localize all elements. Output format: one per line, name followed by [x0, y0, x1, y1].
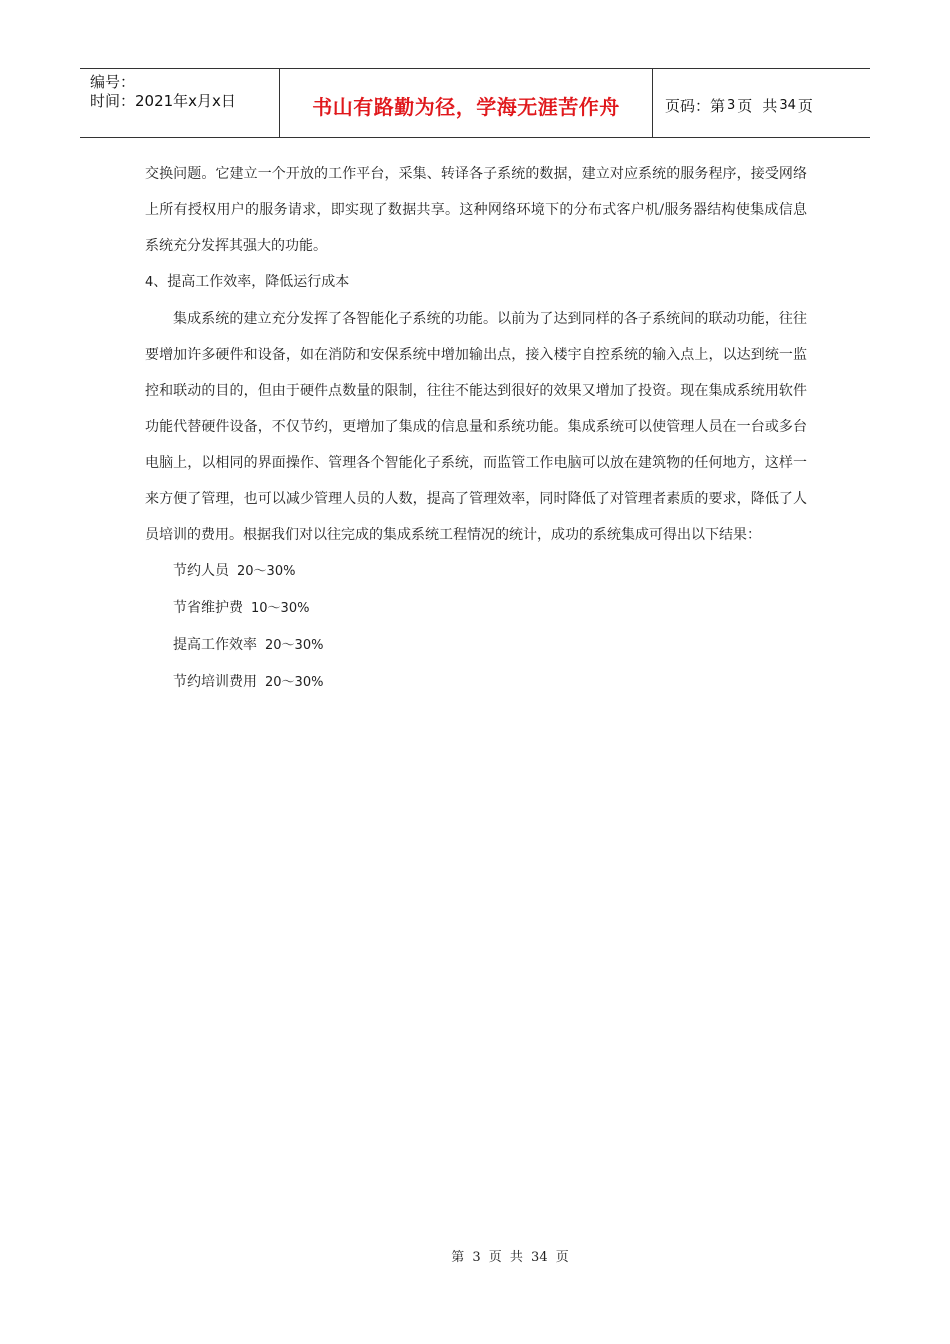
result-item: [145, 590, 807, 627]
result-value: 20～30%: [237, 564, 296, 579]
result-label: 节约培训费用: [173, 674, 257, 690]
result-label: 节省维护费: [173, 600, 243, 616]
page-total: 34: [779, 97, 796, 113]
page-label-mid: 页: [737, 96, 753, 115]
result-item: [145, 627, 807, 664]
page-total-prefix: 共: [762, 96, 778, 115]
result-label: 节约人员: [173, 563, 229, 579]
result-value: 10～30%: [251, 601, 310, 616]
section-heading: [145, 264, 807, 301]
result-label: 提高工作效率: [173, 637, 257, 653]
section-title: 、提高工作效率，降低运行成本: [153, 274, 350, 290]
page-body: [145, 156, 807, 701]
section-number: 4: [145, 275, 154, 290]
serial-label: 编号：: [90, 73, 136, 91]
result-item: [145, 553, 807, 590]
header-motto-cell: [280, 69, 653, 137]
date-label: 时间：2021年x月x日: [90, 92, 236, 110]
paragraph-continued: 交换问题。它建立一个开放的工作平台，采集、转译各子系统的数据，建立对应系统的服务程序，接受网络上所有授权用户的服务请求，即实现了数据共享。这种网络环境下的分布式客户机/服务器结构使集成信息系统充分发挥其强大的功能。: [145, 166, 807, 254]
page-label-prefix: 页码：第: [665, 96, 726, 115]
header-meta: [80, 69, 280, 137]
header-page-number: [653, 69, 870, 137]
page-label-suffix: 页: [797, 96, 813, 115]
page-current: 3: [727, 97, 736, 113]
motto: 书山有路勤为径，学海无涯苦作舟: [312, 94, 620, 119]
result-value: 20～30%: [265, 638, 324, 653]
page-header: [80, 68, 870, 138]
result-value: 20～30%: [265, 675, 324, 690]
page-footer: 第 3 页 共 34 页: [451, 1250, 569, 1265]
result-item: [145, 664, 807, 701]
paragraph-main: 集成系统的建立充分发挥了各智能化子系统的功能。以前为了达到同样的各子系统间的联动功能，往往要增加许多硬件和设备，如在消防和安保系统中增加输出点，接入楼宇自控系统的输入点上，以达到统一监控和联动的目的，但由于硬件点数量的限制，往往不能达到很好的效果又增加了投资。现在集成系统用软件功能代替硬件设备，不仅节约，更增加了集成的信息量和系统功能。集成系统可以使管理人员在一台或多台电脑上，以相同的界面操作、管理各个智能化子系统，而监管工作电脑可以放在建筑物的任何地方，这样一来方便了管理，也可以减少管理人员的人数，提高了管理效率，同时降低了对管理者素质的要求，降低了人员培训的费用。根据我们对以往完成的集成系统工程情况的统计，成功的系统集成可得出以下结果：: [145, 311, 807, 543]
